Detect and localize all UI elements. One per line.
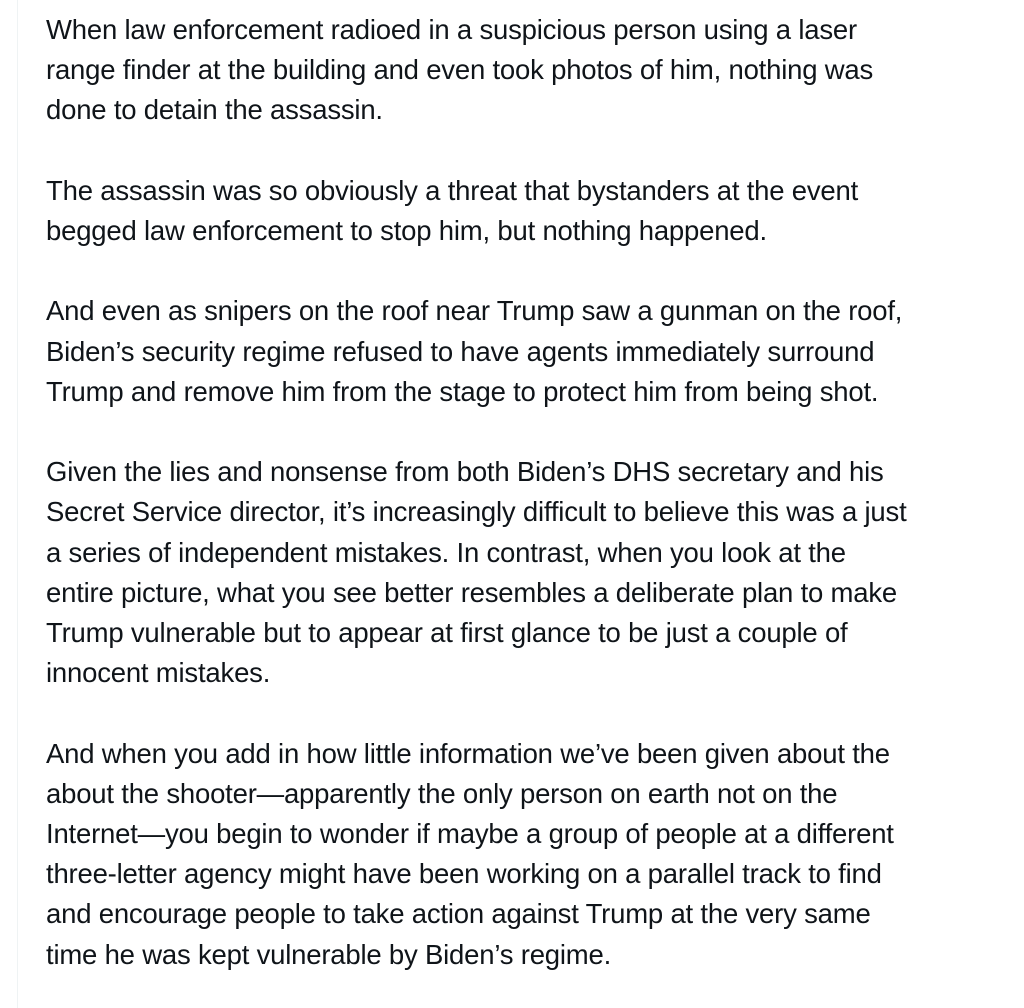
post-paragraph-3: And even as snipers on the roof near Trump saw a gunman on the roof, Biden’s security regime refused to have agents immediately surround Trump and remove him from the stage to protect him from being shot. (46, 295, 903, 407)
post-paragraph-5: And when you add in how little information we’ve been given about the about the shooter—apparently the only person on earth not on the Internet—you begin to wonder if maybe a group of people at a different three-letter agency might have been working on a parallel track to find and encourage people to take action against Trump at the very same time he was kept vulnerable by Biden’s regime. (46, 737, 894, 970)
post-paragraph-1: When law enforcement radioed in a suspicious person using a laser range finder at the building and even took photos of him, nothing was done to detain the assassin. (46, 14, 874, 126)
post-card (17, 0, 1024, 1008)
post-paragraph-4: Given the lies and nonsense from both Biden’s DHS secretary and his Secret Service director, it’s increasingly difficult to believe this was a just a series of independent mistakes. In contrast, when you look at the entire picture, what you see better resembles a deliberate plan to make Trump vulnerable but to appear at first glance to be just a couple of innocent mistakes. (46, 456, 907, 689)
post-body (46, 10, 1018, 975)
post-paragraph-2: The assassin was so obviously a threat that bystanders at the event begged law enforcement to stop him, but nothing happened. (46, 174, 859, 246)
